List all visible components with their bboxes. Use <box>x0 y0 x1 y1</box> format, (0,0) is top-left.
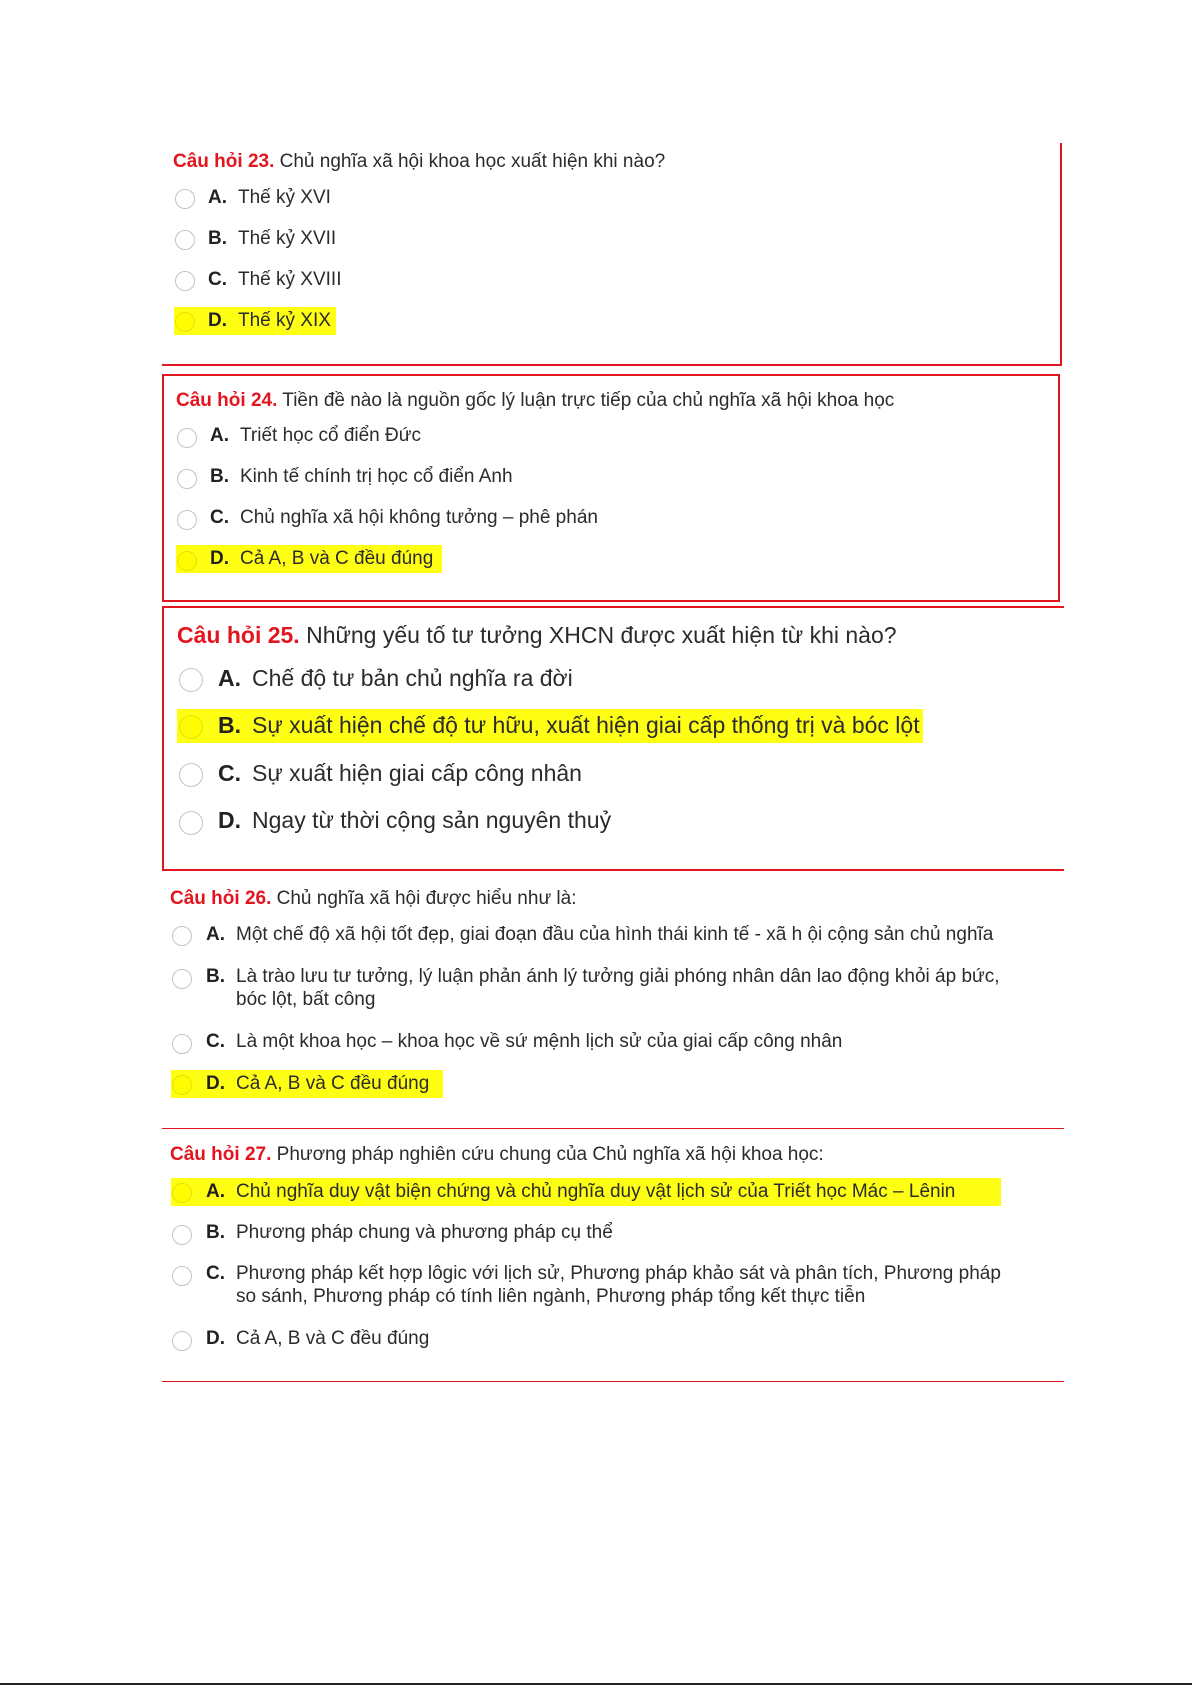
q25-option-a-letter: A. <box>218 665 241 691</box>
q25-option-d-radio[interactable] <box>179 811 203 835</box>
q23-option-b-letter: B. <box>208 228 227 249</box>
q27-option-a-letter: A. <box>206 1181 225 1202</box>
q24-option-b-radio[interactable] <box>177 469 197 489</box>
q26-option-d-letter: D. <box>206 1073 225 1094</box>
q24-option-a-text: Triết học cổ điển Đức <box>240 425 421 446</box>
q23-option-c-text: Thế kỷ XVIII <box>238 269 342 290</box>
q27-option-c-radio[interactable] <box>172 1266 192 1286</box>
q24-title <box>176 390 894 412</box>
q24-option-b-letter: B. <box>210 466 229 487</box>
q27-option-a-text: Chủ nghĩa duy vật biện chứng và chủ nghĩa duy vật lịch sử của Triết học Mác – Lênin <box>236 1181 956 1202</box>
q27-option-b-text: Phương pháp chung và phương pháp cụ thể <box>236 1222 613 1243</box>
q24-box-bottom <box>162 600 1060 602</box>
q27-option-c-letter: C. <box>206 1263 225 1284</box>
q25-option-c-text: Sự xuất hiện giai cấp công nhân <box>252 760 582 786</box>
q24-option-a-radio[interactable] <box>177 428 197 448</box>
q27-label: Câu hỏi 27. <box>170 1144 272 1165</box>
q26-option-a-letter: A. <box>206 924 225 945</box>
q23-option-a-text: Thế kỷ XVI <box>238 187 331 208</box>
q27-option-c-text: Phương pháp kết hợp lôgic với lịch sử, Phương pháp khảo sát và phân tích, Phương pháp <box>236 1263 1001 1284</box>
q23-title <box>173 151 665 173</box>
q26-option-b-text-line2: bóc lột, bất công <box>236 989 376 1010</box>
q27-option-a-radio[interactable] <box>172 1183 192 1203</box>
q26-option-d-text: Cả A, B và C đều đúng <box>236 1073 430 1094</box>
q25-option-d-letter: D. <box>218 807 241 833</box>
q25-text: Những yếu tố tư tưởng XHCN được xuất hiện từ khi nào? <box>306 622 897 648</box>
q24-option-d-letter: D. <box>210 548 229 569</box>
q23-right-border <box>1060 143 1062 366</box>
q23-option-c-radio[interactable] <box>175 271 195 291</box>
q23-option-d-text: Thế kỷ XIX <box>238 310 331 331</box>
q27-option-d-radio[interactable] <box>172 1331 192 1351</box>
q24-box-right <box>1058 374 1060 602</box>
q23-option-d-letter: D. <box>208 310 227 331</box>
q24-option-c-radio[interactable] <box>177 510 197 530</box>
q23-option-b-text: Thế kỷ XVII <box>238 228 337 249</box>
q27-option-b-radio[interactable] <box>172 1225 192 1245</box>
q23-label: Câu hỏi 23. <box>173 151 275 172</box>
q24-label: Câu hỏi 24. <box>176 390 278 411</box>
q25-box-left <box>162 606 164 871</box>
q26-option-b-radio[interactable] <box>172 969 192 989</box>
q27-option-d-text: Cả A, B và C đều đúng <box>236 1328 430 1349</box>
q24-option-b-text: Kinh tế chính trị học cổ điển Anh <box>240 466 513 487</box>
q23-option-a-radio[interactable] <box>175 189 195 209</box>
q26-option-c-text: Là một khoa học – khoa học về sứ mệnh lịch sử của giai cấp công nhân <box>236 1031 843 1052</box>
q25-option-b-letter: B. <box>218 712 241 738</box>
q26-option-a-text: Một chế độ xã hội tốt đẹp, giai đoạn đầu của hình thái kinh tế - xã h ội cộng sản chủ nghĩa <box>236 924 994 945</box>
q24-text: Tiền đề nào là nguồn gốc lý luận trực tiếp của chủ nghĩa xã hội khoa học <box>282 390 895 411</box>
q27-text: Phương pháp nghiên cứu chung của Chủ nghĩa xã hội khoa học: <box>276 1144 824 1165</box>
q26-bottom-rule <box>162 1128 1064 1129</box>
q27-option-d-letter: D. <box>206 1328 225 1349</box>
q25-box-top <box>162 606 1064 608</box>
q26-text: Chủ nghĩa xã hội được hiểu như là: <box>276 888 577 909</box>
q24-box-left <box>162 374 164 602</box>
q25-option-d-text: Ngay từ thời cộng sản nguyên thuỷ <box>252 807 612 833</box>
q26-option-b-text: Là trào lưu tư tưởng, lý luận phản ánh lý tưởng giải phóng nhân dân lao động khỏi áp bức, <box>236 966 1000 987</box>
q25-title <box>177 622 897 649</box>
q24-option-a-letter: A. <box>210 425 229 446</box>
q24-box-top <box>162 374 1060 376</box>
q25-option-c-radio[interactable] <box>179 763 203 787</box>
q24-option-d-radio[interactable] <box>177 551 197 571</box>
q27-title <box>170 1144 824 1166</box>
q23-option-a-letter: A. <box>208 187 227 208</box>
q27-option-b-letter: B. <box>206 1222 225 1243</box>
q25-option-b-text: Sự xuất hiện chế độ tư hữu, xuất hiện giai cấp thống trị và bóc lột <box>252 712 920 738</box>
q26-label: Câu hỏi 26. <box>170 888 272 909</box>
q24-option-c-text: Chủ nghĩa xã hội không tưởng – phê phán <box>240 507 598 528</box>
q23-text: Chủ nghĩa xã hội khoa học xuất hiện khi nào? <box>279 151 666 172</box>
q23-option-d-radio[interactable] <box>175 312 195 332</box>
q23-option-b-radio[interactable] <box>175 230 195 250</box>
q23-option-c-letter: C. <box>208 269 227 290</box>
q26-option-b-letter: B. <box>206 966 225 987</box>
q26-option-d-radio[interactable] <box>172 1075 192 1095</box>
q25-label: Câu hỏi 25. <box>177 622 300 648</box>
q26-option-c-radio[interactable] <box>172 1034 192 1054</box>
q23-bottom-border <box>162 364 1062 366</box>
q26-option-a-radio[interactable] <box>172 926 192 946</box>
q26-option-c-letter: C. <box>206 1031 225 1052</box>
q27-bottom-rule <box>162 1381 1064 1382</box>
q26-title <box>170 888 577 910</box>
q25-option-a-radio[interactable] <box>179 668 203 692</box>
q25-box-bottom <box>162 869 1064 871</box>
q25-option-b-radio[interactable] <box>179 715 203 739</box>
q27-option-c-text-line2: so sánh, Phương pháp có tính liên ngành, Phương pháp tổng kết thực tiễn <box>236 1286 866 1307</box>
q24-option-c-letter: C. <box>210 507 229 528</box>
q25-option-a-text: Chế độ tư bản chủ nghĩa ra đời <box>252 665 573 691</box>
q24-option-d-text: Cả A, B và C đều đúng <box>240 548 434 569</box>
q25-option-c-letter: C. <box>218 760 241 786</box>
